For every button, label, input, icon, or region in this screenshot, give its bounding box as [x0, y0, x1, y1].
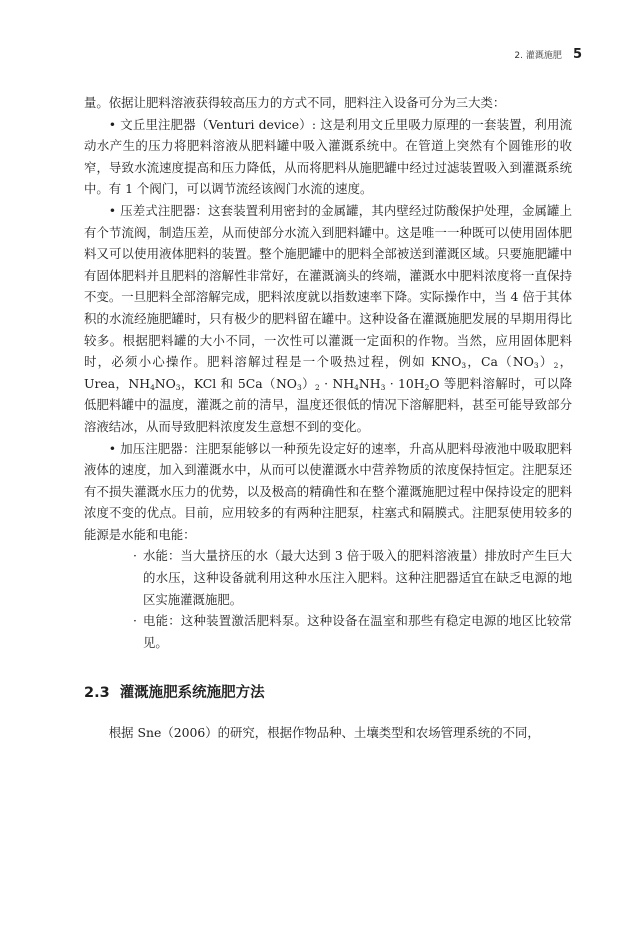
list-item-water-power — [84, 545, 572, 610]
page-number: 5 — [572, 47, 582, 62]
paragraph-pressure-tank: • 压差式注肥器：这套装置利用密封的金属罐，其内壁经过防酸保护处理，金属罐上有个节流阀，制造压差，从而使部分水流入到肥料罐中。这是唯一一种既可以使用固体肥料又可以使用液体肥料的装置。整个施肥罐中的肥料全部被送到灌溉区域。只要施肥罐中有固体肥料并且肥料的溶解性非常好，在灌溉滴头的终端，灌溉水中肥料浓度将一直保持不变。一旦肥料全部溶解完成，肥料浓度就以指数速率下降。实际操作中，当 4 倍于其体积的水流经施肥罐时，只有极少的肥料留在罐中。这种设备在灌溉施肥发展的早期用得比较多。根据肥料罐的大小不同，一次性可以灌溉一定面积的作物。当然，应用固体肥料时，必须小心操作。肥料溶解过程是一个吸热过程，例如 $KNO_3$，$Ca(NO_3)_2$，Urea，$NH_4NO_3$，KCl 和 $5Ca(NO_3)_2 \cdot NH_4NH_3 \cdot 10H_2O$ 等肥料溶解时，可以降低肥料罐中的温度，灌溉之前的清早，温度还很低的情况下溶解肥料，甚至可能导致部分溶液结冰，从而导致肥料浓度发生意想不到的变化。 — [84, 202, 573, 434]
header-section: 2. 灌溉施肥 — [514, 51, 562, 61]
paragraph-pump: • 加压注肥器：注肥泵能够以一种预先设定好的速率，升高从肥料母液池中吸取肥料液体的速度，加入到灌溉水中，从而可以使灌溉水中营养物质的浓度保持恒定。注肥泵还有不损失灌溉水压力的优势，以及极高的精确性和在整个灌溉施肥过程中保持设定的肥料浓度不变的优点。目前，应用较多的有两种注肥泵，柱塞式和隔膜式。注肥泵使用较多的能源是水能和电能： — [84, 440, 572, 542]
list-item-electric-power — [84, 610, 572, 653]
paragraph-section-intro: 根据 Sne（2006）的研究，根据作物品种、土壤类型和农场管理系统的不同， — [108, 725, 540, 741]
bullet-mark: · — [133, 613, 137, 629]
paragraph-venturi: • 文丘里注肥器（Venturi device）: 这是利用文丘里吸力原理的一套装置，利用流动水产生的压力将肥料溶液从肥料罐中吸入灌溉系统中。在管道上突然有个圆锥形的收窄，导致水流速度提高和压力降低，从而将肥料从施肥罐中经过过滤装置吸入到灌溉系统中。有 1 个阀门，可以调节流经该阀门水流的速度。 — [84, 116, 572, 197]
list-item-text: 水能：当大量挤压的水（最大达到 3 倍于吸入的肥料溶液量）排放时产生巨大的水压，这种设备就利用这种水压注入肥料。这种注肥器适宜在缺乏电源的地区实施灌溉施肥。 — [143, 548, 572, 607]
list-item-text: 电能：这种装置激活肥料泵。这种设备在温室和那些有稳定电源的地区比较常见。 — [143, 613, 572, 650]
paragraph-intro: 量。依据让肥料溶液获得较高压力的方式不同，肥料注入设备可分为三大类： — [84, 95, 506, 110]
page-body — [84, 92, 572, 744]
section-number: 2.3 — [84, 685, 110, 702]
section-title: 灌溉施肥系统施肥方法 — [119, 685, 265, 702]
bullet-mark: · — [133, 548, 137, 564]
section-heading — [84, 681, 572, 702]
running-header — [514, 44, 582, 63]
